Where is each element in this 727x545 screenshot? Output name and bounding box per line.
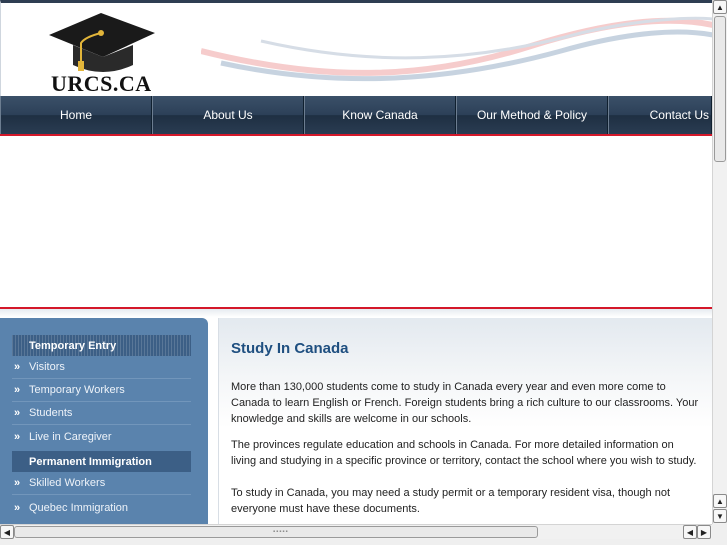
sidebar-menu — [0, 318, 208, 524]
page-title: Study In Canada — [231, 340, 349, 357]
sidebar-item-visitors[interactable] — [12, 356, 191, 379]
sidebar-heading-permanent-immigration: Permanent Immigration — [12, 451, 191, 472]
sidebar-item-label: Quebec Immigration — [29, 501, 129, 514]
vertical-scrollbar[interactable] — [712, 0, 727, 524]
double-chevron-right-icon: » — [14, 384, 21, 396]
banner-area — [0, 136, 712, 308]
nav-contact-us[interactable]: Contact Us — [608, 96, 712, 134]
sidebar-item-label: Live in Caregiver — [29, 430, 112, 443]
scroll-down-arrow-icon[interactable]: ▼ — [713, 509, 727, 523]
sidebar-item-label: Temporary Workers — [29, 384, 125, 396]
double-chevron-right-icon: » — [14, 501, 21, 514]
sidebar-item-label: Skilled Workers — [29, 477, 106, 489]
sidebar-item-label: Visitors — [29, 361, 65, 373]
scroll-up-arrow-icon[interactable]: ▲ — [713, 494, 727, 508]
double-chevron-right-icon: » — [14, 407, 21, 419]
decorative-swoosh-graphic — [201, 11, 712, 91]
sidebar-item-quebec-immigration[interactable] — [12, 496, 191, 519]
double-chevron-right-icon: » — [14, 361, 21, 373]
horizontal-scrollbar[interactable] — [0, 524, 712, 539]
scroll-right-arrow-icon[interactable]: ▶ — [697, 525, 711, 539]
site-header — [0, 0, 712, 96]
nav-know-canada[interactable]: Know Canada — [304, 96, 456, 134]
scroll-left-arrow-icon[interactable]: ◀ — [0, 525, 14, 539]
nav-home[interactable]: Home — [0, 96, 152, 134]
sidebar-item-label: Students — [29, 407, 73, 419]
content-paragraph: More than 130,000 students come to study in Canada every year and even more come to Canada to learn English or French. Foreign students bring a rich culture to our classrooms. Your knowledge and skills are welcome in our schools. — [231, 381, 699, 425]
site-logo-text[interactable]: URCS.CA — [51, 71, 152, 96]
vertical-scroll-thumb[interactable] — [714, 16, 726, 162]
double-chevron-right-icon: » — [14, 430, 21, 443]
sidebar-item-students[interactable] — [12, 402, 191, 425]
nav-our-method-policy[interactable]: Our Method & Policy — [456, 96, 608, 134]
sidebar-heading-temporary-entry: Temporary Entry — [12, 335, 191, 356]
banner-shadow — [0, 309, 712, 317]
nav-about-us[interactable]: About Us — [152, 96, 304, 134]
main-navigation — [0, 96, 712, 134]
window-bottom-edge — [0, 539, 727, 545]
sidebar-item-temporary-workers[interactable] — [12, 379, 191, 402]
scroll-grip-icon: ▪▪▪▪▪ — [273, 529, 289, 535]
content-paragraph: To study in Canada, you may need a study permit or a temporary resident visa, though not everyone must have these documents. — [231, 487, 671, 515]
scroll-left-arrow-icon[interactable]: ◀ — [683, 525, 697, 539]
sidebar-item-skilled-workers[interactable] — [12, 472, 191, 495]
content-paragraph: The provinces regulate education and schools in Canada. For more detailed information on living and studying in a specific province or territory, contact the school where you wish to study. — [231, 439, 697, 467]
horizontal-scroll-thumb[interactable] — [14, 526, 538, 538]
main-content — [218, 318, 712, 524]
scroll-up-arrow-icon[interactable]: ▲ — [713, 0, 727, 14]
double-chevron-right-icon: » — [14, 477, 21, 489]
sidebar-item-live-in-caregiver[interactable] — [12, 425, 191, 448]
